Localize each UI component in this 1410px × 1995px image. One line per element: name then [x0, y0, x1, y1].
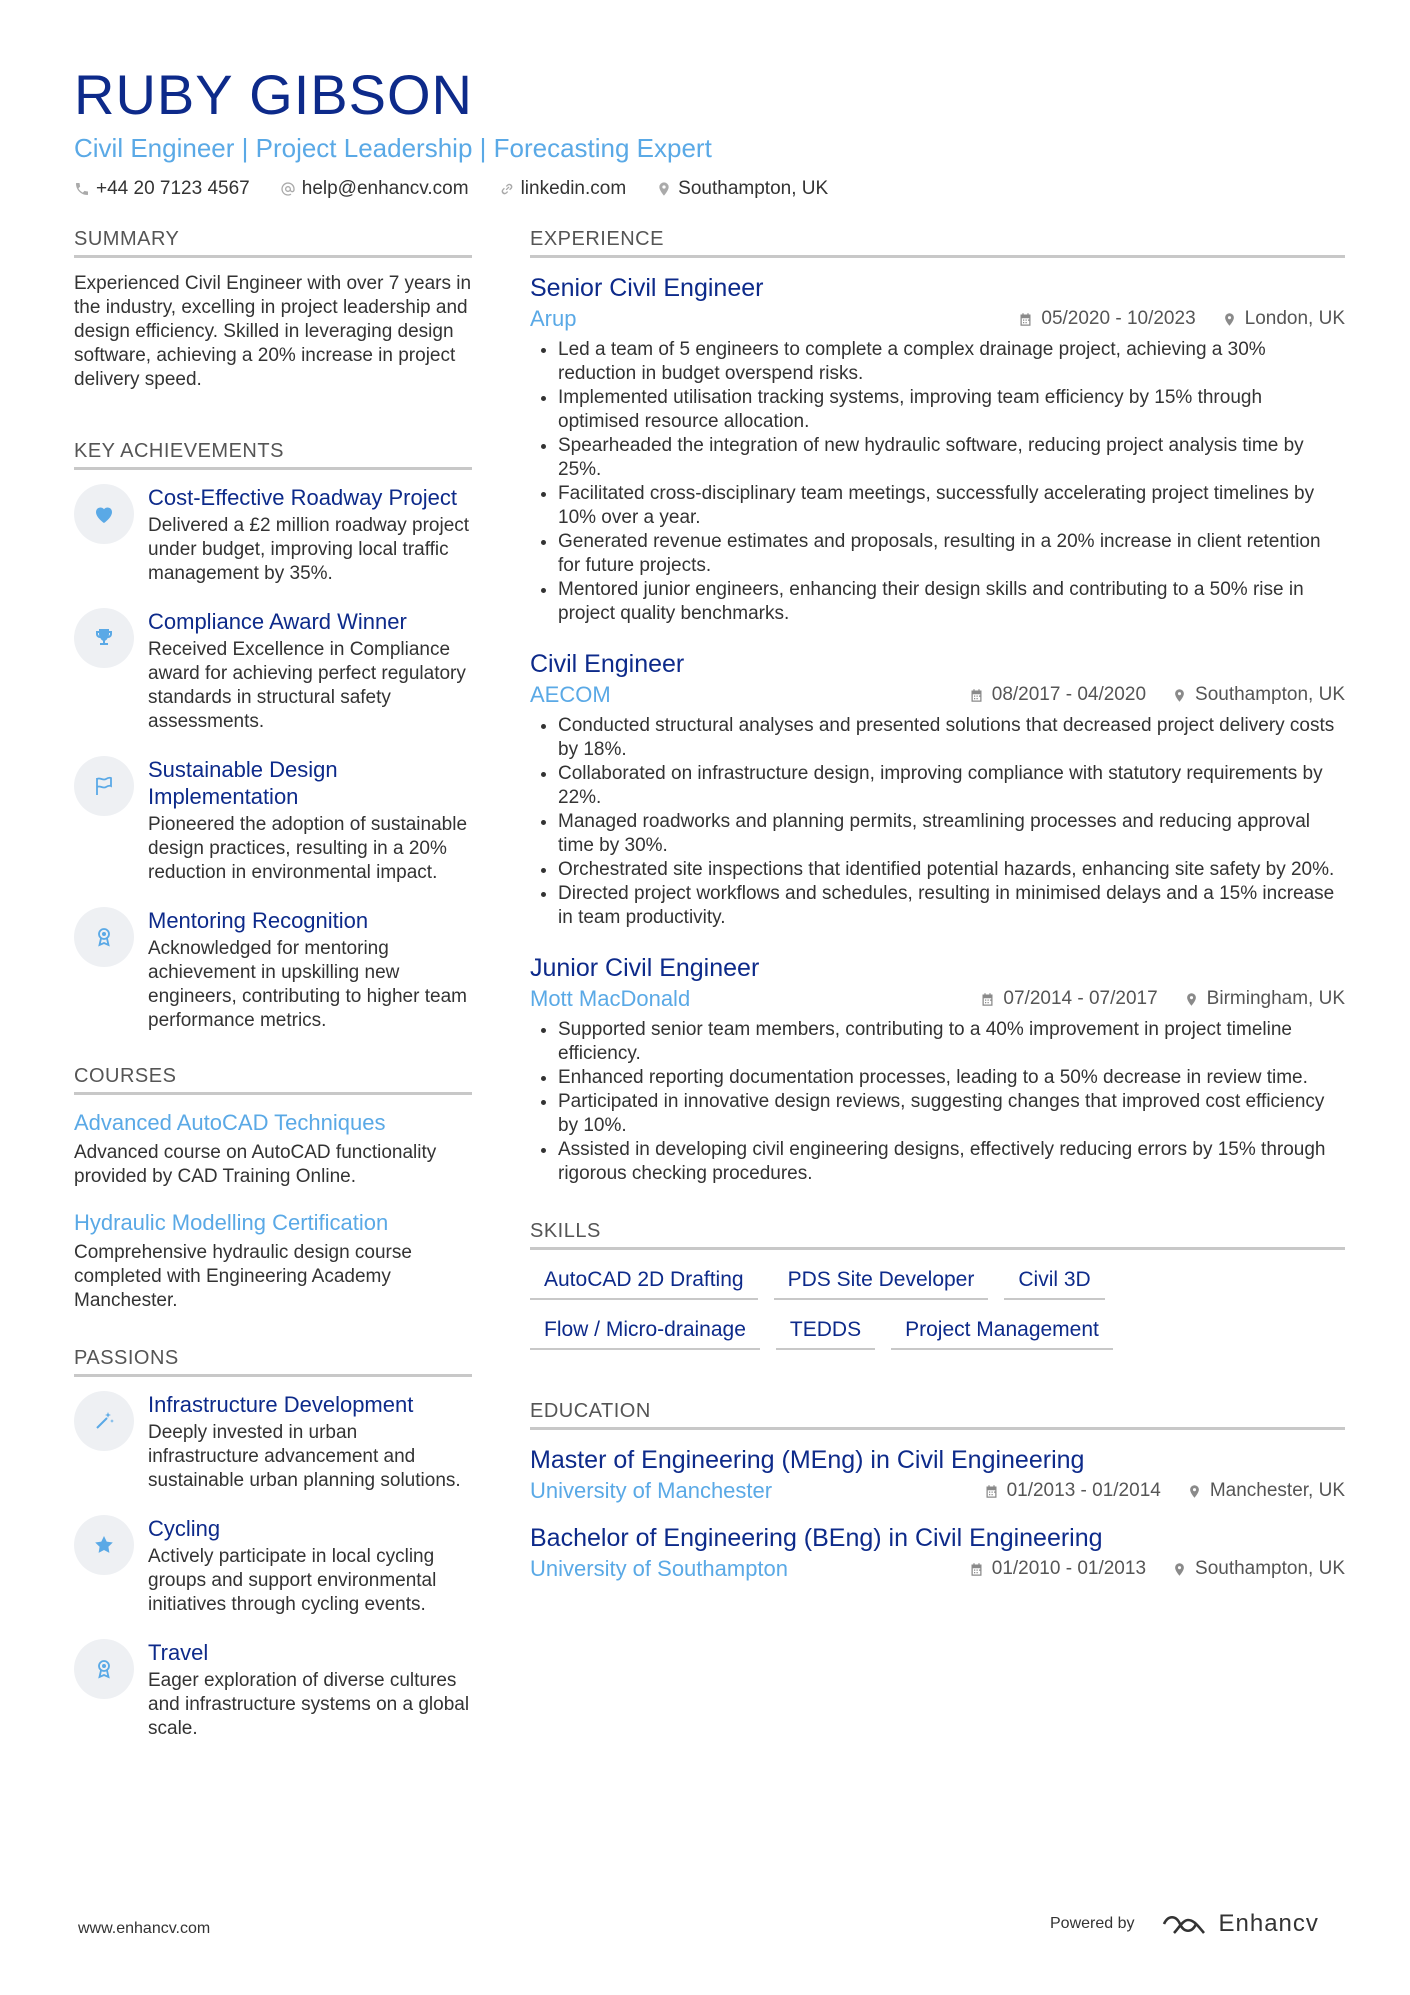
- education-title: EDUCATION: [530, 1400, 1345, 1430]
- summary-title: SUMMARY: [74, 228, 472, 258]
- calendar-icon: [969, 1562, 984, 1577]
- achievement-item: [74, 484, 472, 586]
- candidate-name: RUBY GIBSON: [74, 63, 473, 126]
- job-bullet: • Mentored junior engineers, enhancing their design skills and contributing to a 50% rise in project quality benchmarks.: [558, 578, 1345, 626]
- passion-icon-wrap: [74, 1391, 134, 1451]
- summary-section: [74, 228, 472, 392]
- achievement-icon-wrap: [74, 756, 134, 816]
- school-name: University of Manchester: [530, 1478, 773, 1503]
- achievement-title: Compliance Award Winner: [148, 609, 407, 634]
- candidate-tagline: Civil Engineer | Project Leadership | Forecasting Expert: [74, 133, 712, 163]
- left-column: [74, 228, 472, 1763]
- achievement-text: Received Excellence in Compliance award for achieving perfect regulatory standards in structural safety assessments.: [148, 639, 466, 732]
- achievement-icon-wrap: [74, 484, 134, 544]
- education-dates-text: 01/2013 - 01/2014: [1006, 1480, 1161, 1501]
- education-meta-right: [969, 1558, 1345, 1580]
- degree-title: Bachelor of Engineering (BEng) in Civil Engineering: [530, 1524, 1103, 1552]
- education-location: [1187, 1480, 1345, 1502]
- education-meta: [530, 1556, 1345, 1582]
- passion-item: [74, 1391, 472, 1493]
- passions-title: PASSIONS: [74, 1347, 472, 1377]
- achievement-text: Acknowledged for mentoring achievement in upskilling new engineers, contributing to higher team performance metrics.: [148, 938, 467, 1031]
- star-icon: [92, 1533, 116, 1557]
- location-text: Southampton, UK: [678, 178, 829, 199]
- education-meta-right: [984, 1480, 1345, 1502]
- job-location: [1172, 684, 1345, 706]
- achievement-title: Sustainable Design Implementation: [148, 757, 338, 809]
- education-entry: [530, 1522, 1345, 1582]
- passion-body: [148, 1639, 472, 1741]
- degree-title: Master of Engineering (MEng) in Civil Engineering: [530, 1446, 1085, 1474]
- location-pin-icon: [1187, 1484, 1202, 1499]
- job-bullet: • Implemented utilisation tracking systems, improving team efficiency by 15% through optimised resource allocation.: [558, 386, 1345, 434]
- job-entry: [530, 648, 1345, 930]
- job-bullet: • Enhanced reporting documentation processes, leading to a 50% decrease in review time.: [558, 1066, 1345, 1090]
- job-company: AECOM: [530, 682, 611, 707]
- experience-section: [530, 228, 1345, 1186]
- skill-tag: PDS Site Developer: [774, 1264, 989, 1300]
- education-location-text: Manchester, UK: [1209, 1480, 1345, 1501]
- achievement-item: [74, 756, 472, 885]
- skill-tag: Civil 3D: [1004, 1264, 1104, 1300]
- school-name: University of Southampton: [530, 1556, 789, 1581]
- achievement-text: Pioneered the adoption of sustainable design practices, resulting in a 20% reduction in environmental impact.: [148, 814, 468, 883]
- job-bullet: • Facilitated cross-disciplinary team meetings, successfully accelerating project timelines by 10% over a year.: [558, 482, 1345, 530]
- passion-item: [74, 1515, 472, 1617]
- enhancv-logo[interactable]: [1161, 1910, 1319, 1938]
- phone-text: +44 20 7123 4567: [96, 178, 250, 199]
- course-text: Advanced course on AutoCAD functionality provided by CAD Training Online.: [74, 1142, 437, 1187]
- location-pin-icon: [656, 181, 672, 197]
- linkedin-text: linkedin.com: [520, 178, 627, 199]
- skill-tag: Flow / Micro-drainage: [530, 1314, 760, 1350]
- achievement-body: [148, 907, 472, 1033]
- achievement-item: [74, 907, 472, 1033]
- passion-title: Infrastructure Development: [148, 1392, 414, 1417]
- education-dates: [984, 1480, 1161, 1502]
- passion-title: Travel: [148, 1640, 209, 1665]
- phone-icon: [74, 181, 90, 197]
- skills-title: SKILLS: [530, 1220, 1345, 1250]
- achievement-icon-wrap: [74, 907, 134, 967]
- courses-section: [74, 1065, 472, 1313]
- job-title: Junior Civil Engineer: [530, 954, 760, 982]
- passion-item: [74, 1639, 472, 1741]
- course-text: Comprehensive hydraulic design course completed with Engineering Academy Manchester.: [74, 1242, 412, 1311]
- resume-header: [74, 62, 1344, 200]
- job-bullet: • Led a team of 5 engineers to complete a complex drainage project, achieving a 30% reduction in budget overspend risks.: [558, 338, 1345, 386]
- skill-tag: Project Management: [891, 1314, 1113, 1350]
- job-location-text: Birmingham, UK: [1206, 988, 1345, 1009]
- award-ribbon-icon: [92, 1657, 116, 1681]
- job-dates: [980, 988, 1157, 1010]
- job-bullet: • Managed roadworks and planning permits, streamlining processes and reducing approval time by 30%.: [558, 810, 1345, 858]
- footer-website[interactable]: www.enhancv.com: [78, 1920, 211, 1937]
- contact-linkedin[interactable]: [499, 178, 627, 200]
- achievements-section: [74, 440, 472, 1033]
- job-entry: [530, 952, 1345, 1186]
- job-bullet: • Assisted in developing civil engineering designs, effectively reducing errors by 15% through rigorous checking procedures.: [558, 1138, 1345, 1186]
- calendar-icon: [969, 688, 984, 703]
- location-pin-icon: [1172, 1562, 1187, 1577]
- job-meta-right: [980, 988, 1345, 1010]
- job-meta-right: [1018, 308, 1345, 330]
- achievement-icon-wrap: [74, 608, 134, 668]
- contact-email[interactable]: [280, 178, 469, 200]
- at-icon: [280, 181, 296, 197]
- course-item: [74, 1109, 472, 1189]
- calendar-icon: [980, 992, 995, 1007]
- job-meta-right: [969, 684, 1345, 706]
- passion-text: Eager exploration of diverse cultures and infrastructure systems on a global scale.: [148, 1670, 470, 1739]
- skills-section: [530, 1220, 1345, 1350]
- passion-text: Deeply invested in urban infrastructure advancement and sustainable urban planning solutions.: [148, 1422, 461, 1491]
- summary-text: Experienced Civil Engineer with over 7 years in the industry, excelling in project leadership and design efficiency. Skilled in leveraging design software, achieving a 20% increase in project delivery speed.: [74, 273, 472, 390]
- job-bullets: [530, 338, 1345, 626]
- passion-title: Cycling: [148, 1516, 221, 1541]
- heart-icon: [92, 502, 116, 526]
- job-meta: [530, 986, 1345, 1012]
- enhancv-logo-icon: [1161, 1911, 1209, 1937]
- award-ribbon-icon: [92, 925, 116, 949]
- education-entry: [530, 1444, 1345, 1504]
- job-company: Arup: [530, 306, 577, 331]
- achievement-item: [74, 608, 472, 734]
- course-item: [74, 1209, 472, 1313]
- magic-wand-icon: [92, 1409, 116, 1433]
- passion-body: [148, 1515, 472, 1617]
- courses-title: COURSES: [74, 1065, 472, 1095]
- enhancv-logo-text: Enhancv: [1218, 1910, 1319, 1937]
- location-pin-icon: [1172, 688, 1187, 703]
- job-title: Civil Engineer: [530, 650, 685, 678]
- job-bullet: • Collaborated on infrastructure design, improving compliance with statutory requirements by 22%.: [558, 762, 1345, 810]
- powered-by-text: Powered by: [1050, 1915, 1135, 1932]
- job-meta: [530, 682, 1345, 708]
- job-dates: [969, 684, 1146, 706]
- achievement-body: [148, 608, 472, 734]
- education-location: [1172, 1558, 1345, 1580]
- achievement-body: [148, 484, 472, 586]
- job-entry: [530, 272, 1345, 626]
- passion-text: Actively participate in local cycling groups and support environmental initiatives through cycling events.: [148, 1546, 437, 1615]
- location-pin-icon: [1184, 992, 1199, 1007]
- calendar-icon: [984, 1484, 999, 1499]
- contact-row: [74, 178, 1344, 200]
- achievement-text: Delivered a £2 million roadway project under budget, improving local traffic management by 35%.: [148, 515, 470, 584]
- skills-list: [530, 1264, 1170, 1350]
- job-bullet: • Directed project workflows and schedules, resulting in minimised delays and a 15% increase in team productivity.: [558, 882, 1345, 930]
- job-dates: [1018, 308, 1195, 330]
- education-meta: [530, 1478, 1345, 1504]
- course-title: Hydraulic Modelling Certification: [74, 1210, 389, 1235]
- link-icon: [499, 181, 515, 197]
- achievements-title: KEY ACHIEVEMENTS: [74, 440, 472, 470]
- job-bullets: [530, 1018, 1345, 1186]
- passion-icon-wrap: [74, 1639, 134, 1699]
- job-bullet: • Supported senior team members, contributing to a 40% improvement in project timeline efficiency.: [558, 1018, 1345, 1066]
- achievement-title: Mentoring Recognition: [148, 908, 369, 933]
- achievement-title: Cost-Effective Roadway Project: [148, 485, 457, 510]
- job-title: Senior Civil Engineer: [530, 274, 764, 302]
- footer-branding: [1050, 1910, 1319, 1938]
- email-text: help@enhancv.com: [301, 178, 469, 199]
- job-bullet: • Spearheaded the integration of new hydraulic software, reducing project analysis time by 25%.: [558, 434, 1345, 482]
- job-dates-text: 07/2014 - 07/2017: [1003, 988, 1158, 1009]
- education-section: [530, 1400, 1345, 1582]
- trophy-icon: [92, 626, 116, 650]
- skill-tag: TEDDS: [776, 1314, 875, 1350]
- job-bullet: • Participated in innovative design reviews, suggesting changes that improved cost efficiency by 10%.: [558, 1090, 1345, 1138]
- job-bullet: • Conducted structural analyses and presented solutions that decreased project delivery costs by 18%.: [558, 714, 1345, 762]
- job-dates-text: 05/2020 - 10/2023: [1041, 308, 1196, 329]
- job-bullet: • Generated revenue estimates and proposals, resulting in a 20% increase in client retention for future projects.: [558, 530, 1345, 578]
- contact-phone: [74, 178, 250, 200]
- education-location-text: Southampton, UK: [1195, 1558, 1345, 1579]
- job-location-text: Southampton, UK: [1195, 684, 1345, 705]
- job-dates-text: 08/2017 - 04/2020: [991, 684, 1147, 705]
- passions-section: [74, 1347, 472, 1741]
- education-dates-text: 01/2010 - 01/2013: [991, 1558, 1147, 1579]
- job-meta: [530, 306, 1345, 332]
- job-company: Mott MacDonald: [530, 986, 691, 1011]
- job-location: [1184, 988, 1345, 1010]
- calendar-icon: [1018, 312, 1033, 327]
- right-column: [530, 228, 1345, 1600]
- contact-location: [656, 178, 828, 200]
- job-location: [1222, 308, 1345, 330]
- course-title: Advanced AutoCAD Techniques: [74, 1110, 386, 1135]
- achievement-body: [148, 756, 472, 885]
- skill-tag: AutoCAD 2D Drafting: [530, 1264, 758, 1300]
- passion-icon-wrap: [74, 1515, 134, 1575]
- job-bullets: [530, 714, 1345, 930]
- experience-title: EXPERIENCE: [530, 228, 1345, 258]
- job-bullet: • Orchestrated site inspections that identified potential hazards, enhancing site safety by 20%.: [558, 858, 1345, 882]
- passion-body: [148, 1391, 472, 1493]
- job-location-text: London, UK: [1244, 308, 1345, 329]
- education-dates: [969, 1558, 1146, 1580]
- location-pin-icon: [1222, 312, 1237, 327]
- flag-icon: [92, 774, 116, 798]
